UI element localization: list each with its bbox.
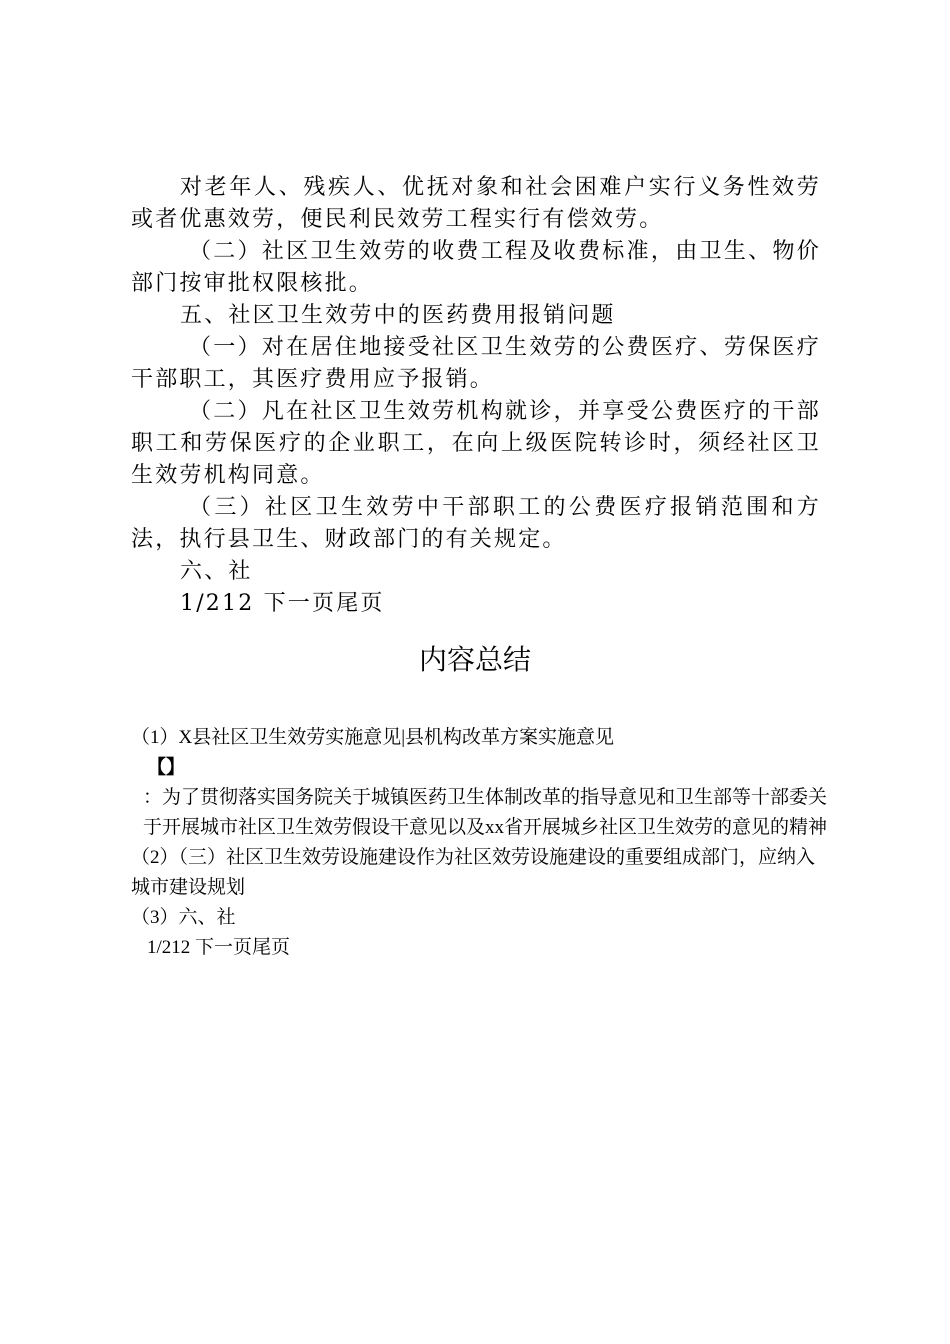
summary-line-1: （1）X县社区卫生效劳实施意见|县机构改革方案实施意见 <box>131 727 615 748</box>
paragraph-elderly-services: 对老年人、残疾人、优抚对象和社会困难户实行义务性效劳或者优惠效劳，便民利民效劳工程实行有偿效劳。 <box>131 175 821 232</box>
paragraph-reimbursement-2: （二）凡在社区卫生效劳机构就诊，并享受公费医疗的干部职工和劳保医疗的企业职工，在向上级医院转诊时，须经社区卫生效劳机构同意。 <box>131 399 821 488</box>
summary-line-3: （3）六、社 <box>131 907 236 928</box>
paragraph-fee-standards: （二）社区卫生效劳的收费工程及收费标准，由卫生、物价部门按审批权限核批。 <box>131 239 821 296</box>
paragraph-reimbursement-1: （一）对在居住地接受社区卫生效劳的公费医疗、劳保医疗干部职工，其医疗费用应予报销。 <box>131 335 821 392</box>
summary-title: 内容总结 <box>418 643 531 676</box>
pagination-link[interactable]: 1/212 下一页尾页 <box>180 591 385 616</box>
summary-pagination-link[interactable]: 1/212 下一页尾页 <box>147 937 291 958</box>
section-heading-six: 六、社 <box>180 559 253 584</box>
summary-line-2: （2）（三）社区卫生效劳设施建设作为社区效劳设施建设的重要组成部门，应纳入城市建设规划 <box>131 847 816 898</box>
paragraph-reimbursement-3: （三）社区卫生效劳中干部职工的公费医疗报销范围和方法，执行县卫生、财政部门的有关规定。 <box>131 495 821 552</box>
section-heading-reimbursement: 五、社区卫生效劳中的医药费用报销问题 <box>180 303 616 328</box>
summary-section <box>131 723 831 963</box>
document-body <box>131 172 821 620</box>
summary-line-purpose: ：为了贯彻落实国务院关于城镇医药卫生体制改革的指导意见和卫生部等十部委关于开展城市社区卫生效劳假设干意见以及xx省开展城乡社区卫生效劳的意见的精神 <box>143 787 828 838</box>
summary-brackets: 【】 <box>147 757 186 778</box>
